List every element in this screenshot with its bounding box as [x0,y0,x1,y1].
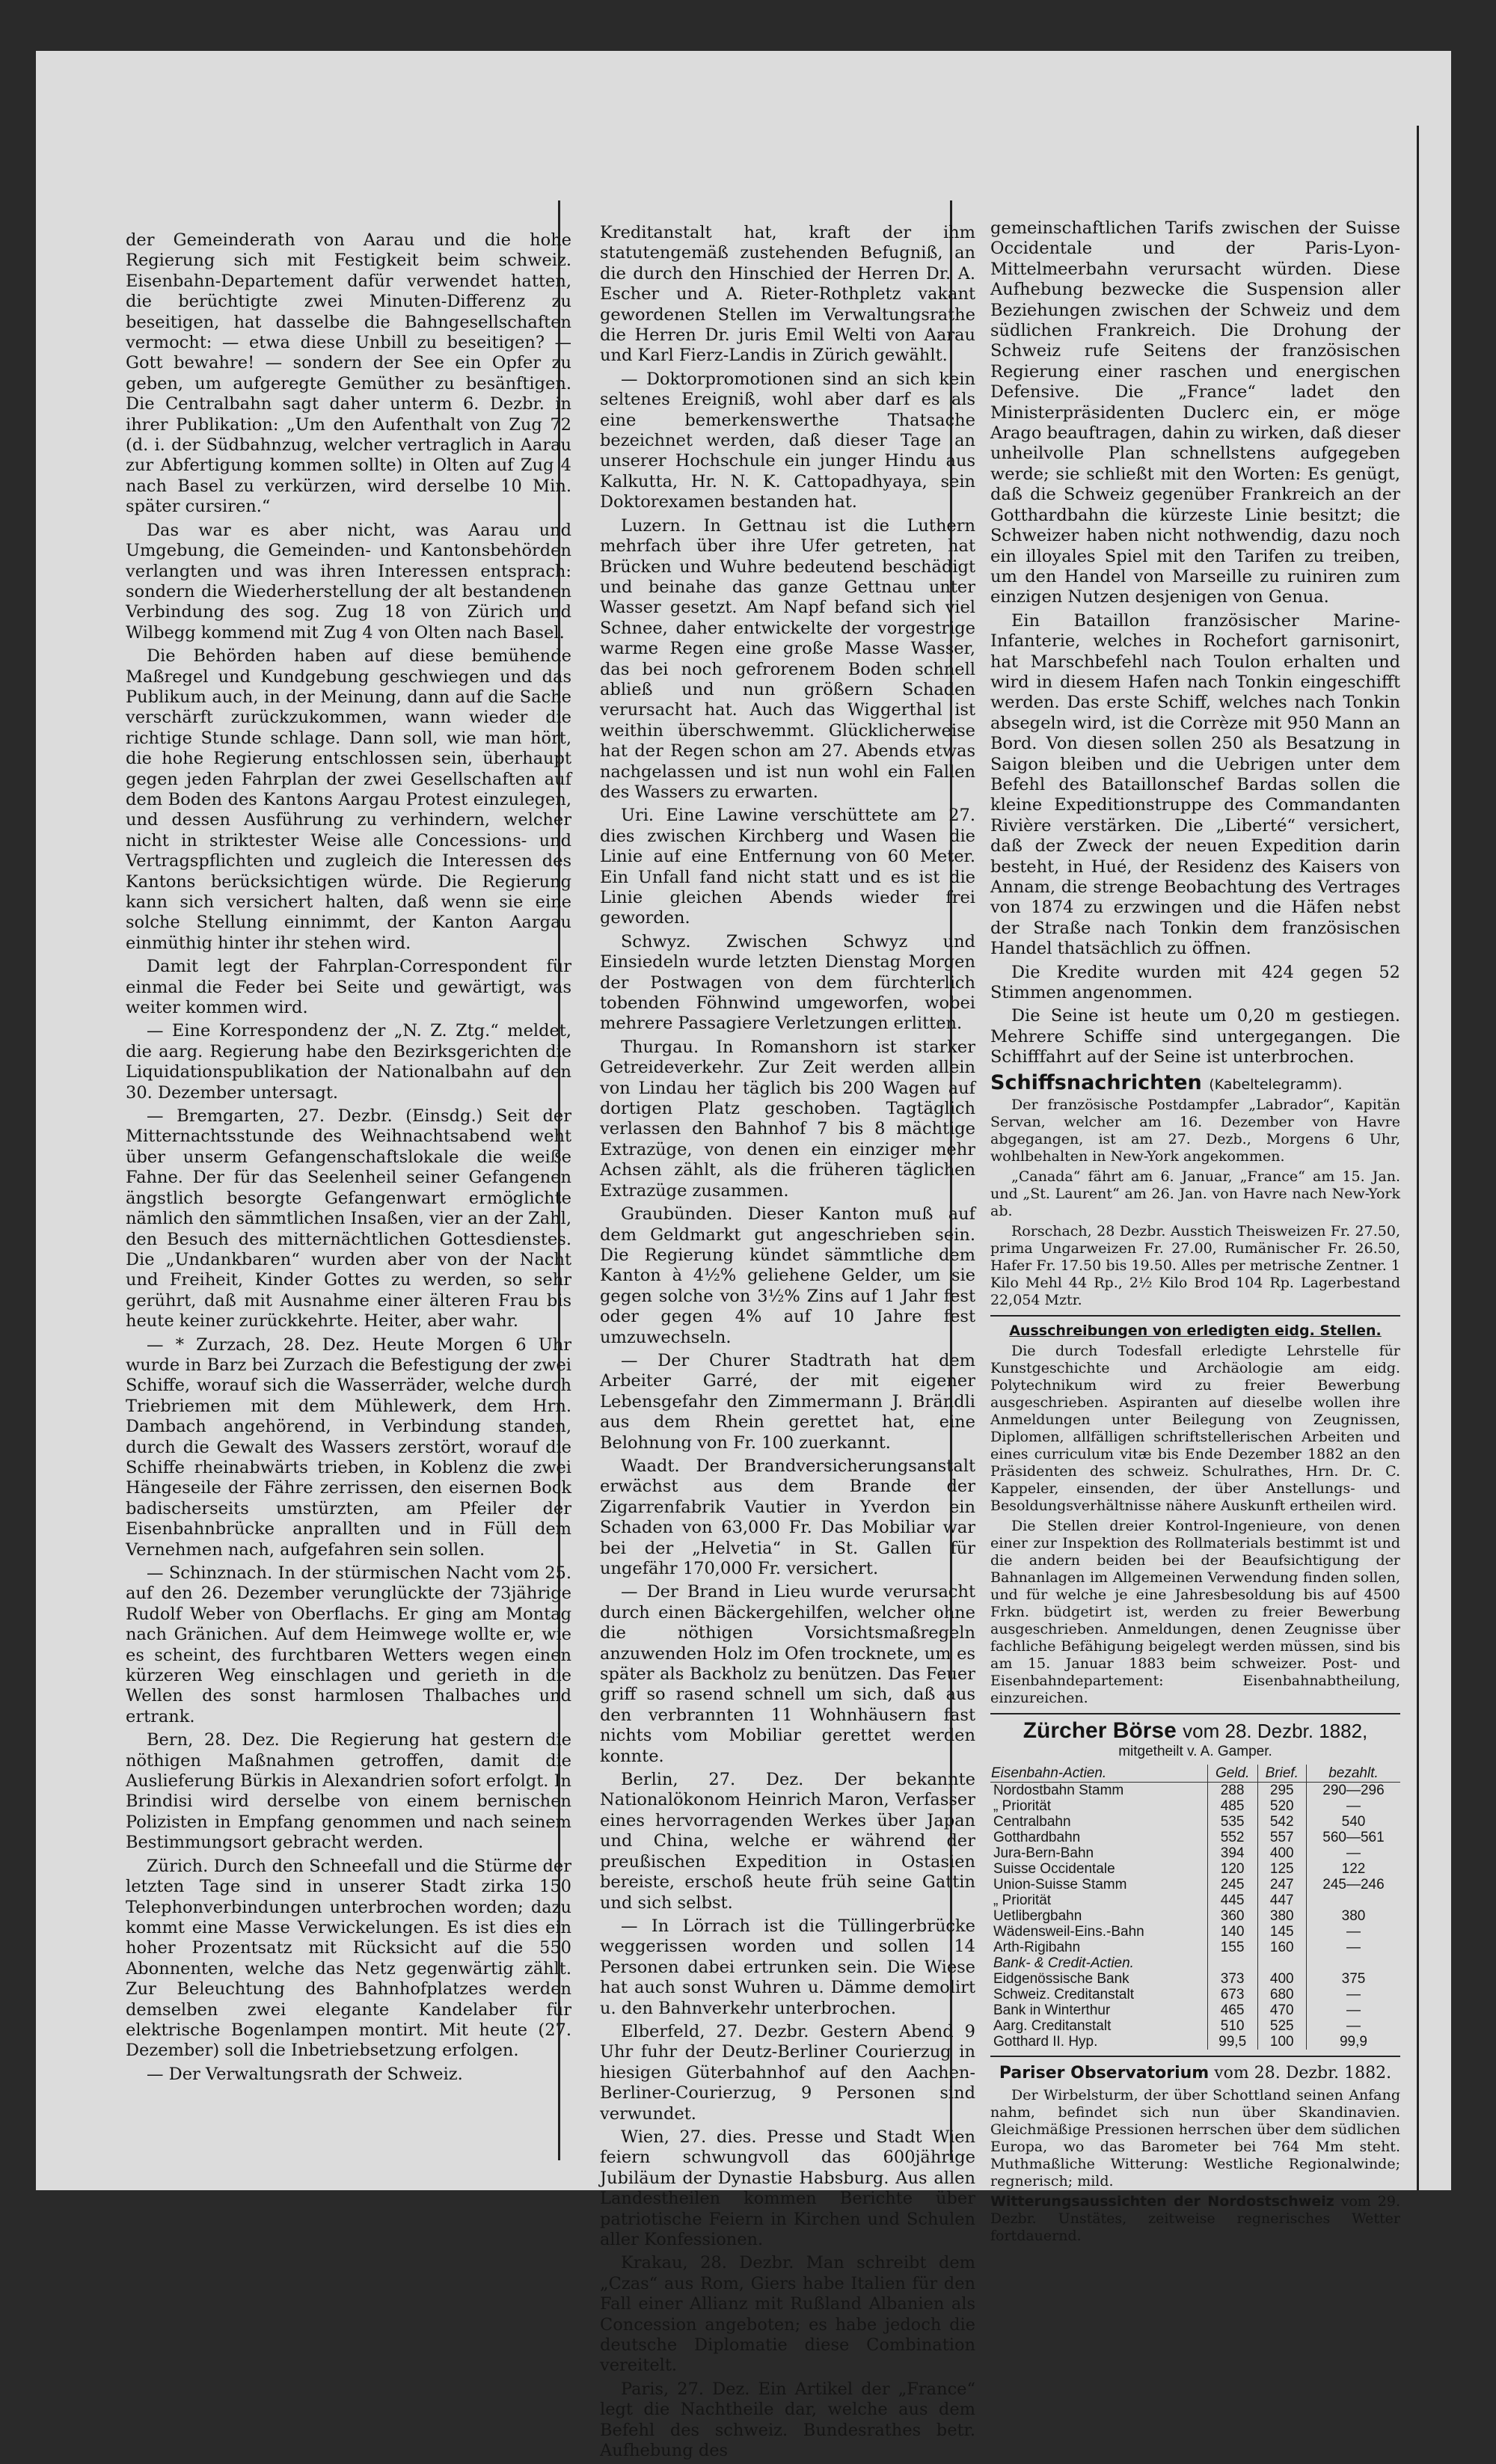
price-cell: 557 [1257,1830,1306,1845]
price-cell: 485 [1207,1798,1257,1814]
table-header-row [990,1765,1400,1783]
vacancies [990,1323,1400,1707]
article-paragraph: — Bremgarten, 27. Dezbr. (Einsdg.) Seit der Mitternachtsstunde des Weihnachtsabend weht über unserm Gefangenschaftslokale die weiße Fahne. Der für das Seelenheil seiner Gefangenen ängstlich besorgte Gefangenwart ermöglichte nämlich den sämmtlichen Insaßen, vier an der Zahl, den Besuch des mitternächtlichen Gottesdienstes. Die „Undankbaren“ wurden aber von der Nacht und Freiheit, Kinder Gottes zu werden, so sehr gerührt, daß mit Ausnahme einer älteren Frau bis heute keiner zurückkehrte. Heiter, aber wahr. [126,1106,571,1331]
table-row [990,1940,1400,1955]
price-cell: 122 [1306,1861,1400,1877]
article-paragraph: Wien, 27. dies. Presse und Stadt Wien feiern schwungvoll das 600jährige Jubiläum der Dynastie Habsburg. Aus allen Landestheilen kommen Berichte über patriotische Feiern in Kirchen und Schulen aller Konfessionen. [600,2127,975,2249]
price-cell: — [1306,1940,1400,1955]
table-row [990,2034,1400,2050]
price-cell: 380 [1257,1908,1306,1924]
table-row [990,1845,1400,1861]
forecast-text: Unstätes, zeitweise regnerisches Wetter fortdauernd. [990,2210,1400,2244]
table-row [990,1971,1400,1987]
price-cell: 160 [1257,1940,1306,1955]
col-header: Geld. [1207,1765,1257,1783]
price-cell: 245—246 [1306,1877,1400,1893]
price-cell: 245 [1207,1877,1257,1893]
article-paragraph: Waadt. Der Brandversicherungsanstalt erwächst aus dem Brande der Zigarrenfabrik Vautier in Yverdon ein Schaden von 63,000 Fr. Das Mobiliar war bei der „Helvetia“ in St. Gallen für ungefähr 170,000 Fr. versichert. [600,1456,975,1578]
price-cell: 99,5 [1207,2034,1257,2050]
observatory-title: Pariser Observatorium [999,2064,1210,2083]
vacancies-title: Ausschreibungen von erledigten eidg. Stellen. [1009,1322,1382,1339]
article-paragraph: — In Lörrach ist die Tüllingerbrücke weggerissen worden und sollen 14 Personen dabei ertrunken sein. Die Wiese hat auch sonst Wuhren u. Dämme demolirt u. den Bahnverkehr unterbrochen. [600,1916,975,2018]
price-cell: 520 [1257,1798,1306,1814]
stock-exchange [990,1717,1400,2050]
newspaper-page [36,51,1451,2461]
article-paragraph: Elberfeld, 27. Dezbr. Gestern Abend 9 Uhr fuhr der Deutz-Berliner Courierzug in hiesigen Güterbahnhof auf den Aachen-Berliner-Courierzug, 9 Personen sind verwundet. [600,2021,975,2124]
price-cell: 400 [1257,1845,1306,1861]
price-cell: 99,9 [1306,2034,1400,2050]
observatory-date: vom 28. Dezbr. 1882. [1214,2064,1392,2083]
price-cell: — [1306,1987,1400,2002]
table-row [990,1908,1400,1924]
article-paragraph: Die Kredite wurden mit 424 gegen 52 Stimmen angenommen. [990,962,1400,1003]
article-paragraph: Schwyz. Zwischen Schwyz und Einsiedeln wurde letzten Dienstag Morgen der Postwagen von dem fürchterlich tobenden Föhnwind umgeworfen, wobei mehrere Passagiere Verletzungen erlitten. [600,931,975,1034]
article-paragraph: — * Zurzach, 28. Dez. Heute Morgen 6 Uhr wurde in Barz bei Zurzach die Befestigung der zwei Schiffe, worauf sich die Wasserräder, welche durch Triebriemen mit dem Mühlewerk, dem Hrn. Dambach angehörend, in Verbindung standen, durch die Gewalt des Wassers zerstört, worauf die Schiffe rheinabwärts trieben, in Koblenz die zwei Hängeseile der Fähre zerrissen, den eisernen Bock badischerseits umstürzten, am Pfeiler der Eisenbahnbrücke anprallten und in Füll dem Vernehmen nach, aufgefahren sein sollen. [126,1334,571,1560]
article-paragraph: Uri. Eine Lawine verschüttete am 27. dies zwischen Kirchberg und Wasen die Linie auf eine Entfernung von 60 Meter. Ein Unfall fand nicht statt und es ist die Linie gleichen Abends wieder frei geworden. [600,806,975,928]
table-row [990,1893,1400,1908]
security-name: Schweiz. Creditanstalt [993,1987,1134,2003]
price-cell: 535 [1207,1814,1257,1830]
price-cell: 394 [1207,1845,1257,1861]
table-row [990,2002,1400,2018]
price-cell: 373 [1207,1971,1257,1987]
article-paragraph: — Eine Korrespondenz der „N. Z. Ztg.“ meldet, die aarg. Regierung habe den Bezirksgerichten die Liquidationspublikation der Nationalbahn auf den 30. Dezember untersagt. [126,1021,571,1103]
table-row [990,1861,1400,1877]
article-paragraph: Paris, 27. Dez. Ein Artikel der „France“ legt die Nachtheile dar, welche aus dem Befehl des schweiz. Bundesrathes betr. Aufhebung des [600,2379,975,2461]
price-cell: — [1306,1845,1400,1861]
article-paragraph: Die Seine ist heute um 0,20 m gestiegen. Mehrere Schiffe sind untergegangen. Die Schifffahrt auf der Seine ist unterbrochen. [990,1006,1400,1067]
table-row [990,1814,1400,1830]
table-row [990,1798,1400,1814]
market-report: Rorschach, 28 Dezbr. Ausstich Theisweizen Fr. 27.50, prima Ungarweizen Fr. 27.00, Rumänischer Fr. 26.50, Hafer Fr. 17.50 bis 19.50. Alles per metrische Zentner. 1 Kilo Mehl 44 Rp., 2½ Kilo Brod 104 Rp. Lagerbestand 22,054 Mztr. [990,1222,1400,1308]
price-cell: 360 [1207,1908,1257,1924]
price-cell: — [1306,1924,1400,1940]
price-cell: 447 [1257,1893,1306,1908]
security-name: Uetlibergbahn [993,1908,1082,1925]
price-cell: — [1306,2002,1400,2018]
security-name: Eidgenössische Bank [993,1971,1129,1988]
table-section-row [990,1955,1400,1971]
col-header: Eisenbahn-Actien. [990,1765,1207,1783]
price-cell: 100 [1257,2034,1306,2050]
divider [990,2056,1400,2057]
security-name: Gotthardbahn [993,1830,1081,1846]
article-paragraph: Kreditanstalt hat, kraft der ihm statutengemäß zustehenden Befugniß, an die durch den Hinschied der Herren Dr. A. Escher und A. Rieter-Rothpletz vakant gewordenen Stellen im Verwaltungsrathe die Herren Dr. juris Emil Welti von Aarau und Karl Fierz-Landis in Zürich gewählt. [600,223,975,366]
bourse-heading [990,1717,1400,1743]
article-paragraph: Bern, 28. Dez. Die Regierung hat gestern die nöthigen Maßnahmen getroffen, damit die Auslieferung Bürkis in Alexandrien sofort erfolgt. In Brindisi wird derselbe von einem bernischen Polizisten in Empfang genommen und nach seinem Bestimmungsort gebracht werden. [126,1730,571,1853]
security-name: Centralbahn [993,1814,1071,1830]
divider [990,1713,1400,1714]
price-cell: 140 [1207,1924,1257,1940]
price-cell: 155 [1207,1940,1257,1955]
price-cell: 680 [1257,1987,1306,2002]
shipping-text: „Canada“ fährt am 6. Januar, „France“ am 15. Jan. und „St. Laurent“ am 26. Jan. von Havre nach New-York ab. [990,1168,1400,1219]
price-cell: 560—561 [1306,1830,1400,1845]
table-row [990,2018,1400,2034]
article-paragraph: — Der Churer Stadtrath hat dem Arbeiter Garré, der mit eigener Lebensgefahr den Zimmermann J. Brändli aus dem Rhein gerettet hat, eine Belohnung von Fr. 100 zuerkannt. [600,1350,975,1453]
vacancy-text: Die durch Todesfall erledigte Lehrstelle für Kunstgeschichte und Archäologie am eidg. Polytechnikum wird zu freier Bewerbung ausgeschrieben. Aspiranten auf dieselbe wollen ihre Anmeldungen unter Beilegung von Zeugnissen, Diplomen, allfälligen schriftstellerischen Arbeiten und eines curriculum vitæ bis Ende Dezember 1882 an den Präsidenten des schweiz. Schulrathes, Hrn. Dr. C. Kappeler, einsenden, der über Anstellungs- und Besoldungsverhältnisse nähere Auskunft ertheilen wird. [990,1342,1400,1514]
bourse-table [990,1765,1400,2050]
security-name: „ Priorität [993,1798,1052,1815]
security-name: Union-Suisse Stamm [993,1877,1127,1893]
shipping-news [990,1070,1400,1309]
bourse-source: mitgetheilt v. A. Gamper. [1118,1744,1272,1760]
price-cell: 540 [1306,1814,1400,1830]
price-cell: 145 [1257,1924,1306,1940]
price-cell: 295 [1257,1783,1306,1799]
price-cell: 120 [1207,1861,1257,1877]
column-2 [600,223,975,2464]
article-paragraph: Ein Bataillon französischer Marine-Infanterie, welches in Rochefort garnisonirt, hat Marschbefehl nach Toulon erhalten und wird in diesem Hafen nach Tonkin eingeschifft werden. Das erste Schiff, welches nach Tonkin absegeln wird, ist die Corrèze mit 950 Mann an Bord. Von diesen sollen 250 als Besatzung in Saigon bleiben und die Uebrigen unter dem Befehl des Bataillonschef Bardas sollen die kleine Expeditionstruppe des Commandanten Rivière verstärken. Die „Liberté“ versichert, daß der Zweck der neuen Expedition darin besteht, in Hué, der Residenz des Kaisers von Annam, die strenge Beobachtung des Vertrages von 1874 zu erzwingen und die Häfen nebst der Straße nach Tonkin dem französischen Handel thatsächlich zu öffnen. [990,610,1400,959]
security-name: „ Priorität [993,1893,1052,1909]
article-paragraph: — Doktorpromotionen sind an sich kein seltenes Ereigniß, wohl aber darf es als eine bemerkenswerthe Thatsache bezeichnet werden, daß dieser Tage an unserer Hochschule ein junger Hindu aus Kalkutta, Hr. N. K. Cattopadhyaya, sein Doktorexamen bestanden hat. [600,369,975,512]
price-cell: 400 [1257,1971,1306,1987]
price-cell: 510 [1207,2018,1257,2034]
price-cell: 542 [1257,1814,1306,1830]
bourse-date: vom 28. Dezbr. 1882, [1183,1719,1368,1742]
price-cell: — [1306,2018,1400,2034]
forecast-date: vom 29. Dezbr. [990,2192,1400,2227]
price-cell: 247 [1257,1877,1306,1893]
article-paragraph: — Der Brand in Lieu wurde verursacht durch einen Bäckergehilfen, welcher ohne die nöthigen Vorsichtsmaßregeln anzuwenden Holz im Ofen trocknete, um es später als Backholz zu benützen. Das Feuer griff so rasend schnell um sich, daß aus den verbrannten 11 Wohnhäusern fast nichts vom Mobiliar gerettet werden konnte. [600,1582,975,1766]
table-row [990,1830,1400,1845]
shipping-heading [990,1070,1400,1094]
observatory-text: Der Wirbelsturm, der über Schottland seinen Anfang nahm, befindet sich nun über Skandinavien. Gleichmäßige Pressionen herrschen über dem südlichen Europa, wo das Barometer bei 764 Mm steht. Muthmaßliche Witterung: Westliche Regionalwinde; regnerisch; mild. [990,2086,1400,2189]
shipping-subtitle: (Kabeltelegramm). [1209,1076,1343,1093]
article-paragraph: Krakau, 28. Dezbr. Man schreibt dem „Czas“ aus Rom, Giers habe Italien für den Fall einer Allianz mit Rußland Albanien als Concession angeboten; es habe jedoch die deutsche Diplomatie diese Combination vereitelt. [600,2253,975,2376]
table-row [990,1783,1400,1799]
security-name: Suisse Occidentale [993,1861,1115,1878]
price-cell: 288 [1207,1783,1257,1799]
article-paragraph: — Schinznach. In der stürmischen Nacht vom 25. auf den 26. Dezember verunglückte der 73jährige Rudolf Weber von Oberflachs. Er ging am Montag nach Gränichen. Auf dem Heimwege wollte er, wie es scheint, des furchtbaren Wetters wegen einen kürzeren Weg einschlagen und gerieth in die Wellen des sonst harmlosen Thalbaches und ertrank. [126,1563,571,1726]
security-name: Nordostbahn Stamm [993,1783,1124,1799]
column-rule-3 [1417,126,1419,2190]
security-name: Wädensweil-Eins.-Bahn [993,1924,1144,1940]
price-cell: 552 [1207,1830,1257,1845]
col-header: bezahlt. [1306,1765,1400,1783]
divider [990,1315,1400,1317]
price-cell: 125 [1257,1861,1306,1877]
article-paragraph: Thurgau. In Romanshorn ist starker Getreideverkehr. Zur Zeit werden allein von Lindau her täglich bis 200 Wagen auf dortigen Platz geschoben. Tagtäglich verlassen den Bahnhof 7 bis 8 mächtige Extrazüge, von denen ein einziger mehr Achsen zählt, als die früheren täglichen Extrazüge zusammen. [600,1037,975,1201]
table-row [990,1877,1400,1893]
forecast-heading [990,2193,1400,2245]
article-paragraph: — Der Verwaltungsrath der Schweiz. [147,2064,463,2084]
bourse-title: Zürcher Börse [1023,1717,1177,1743]
article-paragraph: gemeinschaftlichen Tarifs zwischen der Suisse Occidentale und der Paris-Lyon-Mittelmeerbahn verursacht würden. Diese Aufhebung bezwecke die Suspension aller Beziehungen zwischen der Schweiz und dem südlichen Frankreich. Die Drohung der Schweiz rufe Seitens der französischen Regierung einer raschen und energischen Defensive. Die „France“ ladet den Ministerpräsidenten Duclerc ein, er möge Arago beauftragen, dahin zu wirken, daß dieser unheilvolle Plan schnellstens aufgegeben werde; sie schließt mit den Worten: Es genügt, daß die Schweiz gegenüber Frankreich an der Gotthardbahn die kürzeste Linie besitzt; die Schweizer haben nicht nothwendig, dazu noch ein illoyales Spiel mit den Tarifen zu treiben, um den Handel von Marseille zu ruiniren zum einzigen Nutzen desjenigen von Genua. [990,218,1400,607]
price-cell: 470 [1257,2002,1306,2018]
price-cell: 465 [1207,2002,1257,2018]
security-name: Jura-Bern-Bahn [993,1845,1094,1862]
price-cell: 290—296 [1306,1783,1400,1799]
price-cell: 380 [1306,1908,1400,1924]
article-paragraph: Graubünden. Dieser Kanton muß auf dem Geldmarkt gut angeschrieben sein. Die Regierung kündet sämmtliche dem Kanton à 4½% geliehene Gelder, um sie gegen solche von 3½% Zins auf 1 Jahr fest oder gegen 4% auf 10 Jahre fest umzuwechseln. [600,1204,975,1347]
observatory-heading [990,2063,1400,2083]
shipping-title: Schiffsnachrichten [990,1070,1202,1094]
security-name: Arth-Rigibahn [993,1940,1081,1956]
price-cell: 525 [1257,2018,1306,2034]
vacancy-text: Die Stellen dreier Kontrol-Ingenieure, von denen einer zur Inspektion des Rollmaterials bestimmt ist und die andern beiden bei der Beaufsichtigung der Bahnanlagen im Allgemeinen Verwendung finden sollen, und für welche je eine Jahresbesoldung bis auf 4500 Frkn. büdgetirt ist, werden zu freier Bewerbung ausgeschrieben. Anmeldungen, denen Zeugnisse über fachliche Befähigung beigelegt werden müssen, sind bis am 15. Januar 1883 beim schweizer. Post- und Eisenbahndepartement: Eisenbahnabtheilung, einzureichen. [990,1517,1400,1706]
article-paragraph: Luzern. In Gettnau ist die Luthern mehrfach über ihre Ufer getreten, hat Brücken und Wuhre bedeutend beschädigt und beinahe das ganze Gettnau unter Wasser gesetzt. Am Napf befand sich viel Schnee, daher entwickelte der vorgestrige warme Regen eine große Masse Wasser, das bei noch gefrorenem Boden schnell abließ und nun größern Schaden verursacht hat. Auch das Wiggerthal ist weithin überschwemmt. Glücklicherweise hat der Regen schon am 27. Abends etwas nachgelassen und ist nun wohl ein Fallen des Wassers zu erwarten. [600,515,975,802]
price-cell: 673 [1207,1987,1257,2002]
price-cell: 445 [1207,1893,1257,1908]
article-paragraph: Berlin, 27. Dez. Der bekannte Nationalökonom Heinrich Maron, Verfasser eines hervorragenden Werkes über Japan und China, welche er während der preußischen Expedition in Ostasien bereiste, erschoß heute früh seine Gattin und sich selbst. [600,1770,975,1913]
price-cell: 375 [1306,1971,1400,1987]
forecast-title: Witterungsaussichten der Nordostschweiz [990,2192,1334,2210]
shipping-text: Der französische Postdampfer „Labrador“, Kapitän Servan, welcher am 16. Dezember von Havre abgegangen, ist am 27. Dezb., Morgens 6 Uhr, wohlbehalten in New-York angekommen. [990,1096,1400,1165]
security-name: Bank in Winterthur [993,2002,1111,2019]
price-cell: — [1306,1798,1400,1814]
table-row [990,1924,1400,1940]
table-row [990,1987,1400,2002]
article-paragraph: der Gemeinderath von Aarau und die hohe Regierung sich mit Festigkeit beim schweiz. Eisenbahn-Departement dafür verwendet hatten, die berüchtigte zwei Minuten-Differenz zu beseitigen, hat dasselbe die Bahngesellschaften vermocht: — etwa diese Unbill zu beseitigen? — Gott bewahre! — sondern der See ein Opfer zu geben, um aufgeregte Gemüther zu besänftigen. Die Centralbahn sagt daher unterm 6. Dezbr. in ihrer Publikation: „Um den Aufenthalt von Zug 72 (d. i. der Südbahnzug, welcher vertraglich in Aarau zur Abfertigung kommen sollte) in Olten auf Zug 4 nach Basel zu verkürzen, wird derselbe 10 Min. später cursiren.“ [126,230,571,517]
security-name: Gotthard II. Hyp. [993,2034,1098,2050]
security-name: Aarg. Creditanstalt [993,2018,1112,2035]
section-label: Bank- & Credit-Actien. [993,1955,1134,1972]
price-cell [1306,1893,1400,1908]
column-3 [990,218,1400,2248]
article-paragraph: Zürich. Durch den Schneefall und die Stürme der letzten Tage sind in unserer Stadt zirka 150 Telephonverbindungen unterbrochen worden; dazu kommt eine Masse Verwickelungen. Es ist dies ein hoher Prozentsatz mit Rücksicht auf die 550 Abonnenten, welche das Netz gegenwärtig zählt. Zur Beleuchtung des Bahnhofplatzes werden demselben zwei elegante Kandelaber für elektrische Bogenlampen montirt. Mit heute (27. Dezember) soll die Inbetriebsetzung erfolgen. [126,1856,571,2061]
column-1 [126,230,571,2088]
col-header: Brief. [1257,1765,1306,1783]
article-paragraph: Die Behörden haben auf diese bemühende Maßregel und Kundgebung geschwiegen und das Publikum auch, in der Meinung, dann auf die Sache verschärft zurückzukommen, wann wieder die richtige Stunde schlage. Dann soll, wie man hört, die hohe Regierung entschlossen sein, überhaupt gegen jeden Fahrplan der zwei Gesellschaften auf dem Boden des Kantons Aargau Protest einzulegen, und dessen Ausführung zu verhindern, welcher nicht in striktester Weise alle Concessions- und Vertragspflichten und zugleich die Interessen des Kantons berücksichtigen würde. Die Regierung kann sich versichert halten, daß wenn sie eine solche Stellung einnimmt, der Kanton Aargau einmüthig hinter ihr stehen wird. [126,646,571,953]
observatory [990,2063,1400,2244]
article-paragraph: Das war es aber nicht, was Aarau und Umgebung, die Gemeinden- und Kantonsbehörden verlangten und was ihren Interessen entsprach: sondern die Wiederherstellung der alt bestandenen Verbindung des sog. Zug 18 von Zürich und Wilbegg kommend mit Zug 4 von Olten nach Basel. [126,520,571,643]
article-paragraph: Damit legt der Fahrplan-Correspondent für einmal die Feder bei Seite und gewärtigt, was weiter kommen wird. [126,957,571,1018]
